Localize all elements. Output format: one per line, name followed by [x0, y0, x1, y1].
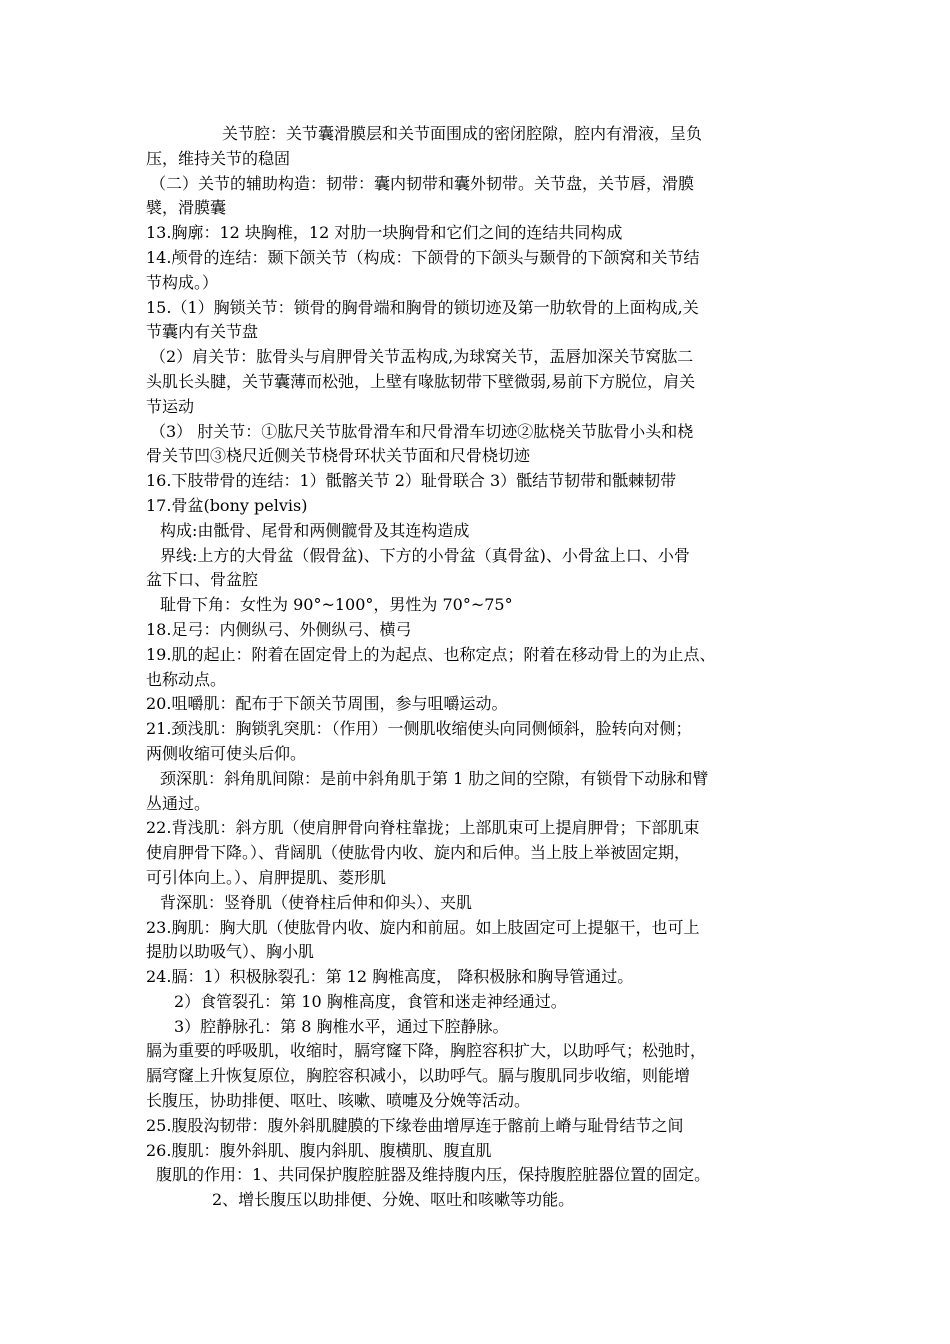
- text-line: 构成:由骶骨、尾骨和两侧髋骨及其连构造成: [160, 520, 470, 540]
- text-line: 颈深肌：斜角肌间隙：是前中斜角肌于第 1 肋之间的空隙，有锁骨下动脉和臂: [160, 768, 709, 788]
- text-line: 使肩胛骨下降。）、背阔肌（使肱骨内收、旋内和后伸。当上肢上举被固定期，: [146, 843, 691, 863]
- text-line: 节囊内有关节盘: [146, 322, 259, 342]
- text-line: 头肌长头腱，关节囊薄而松弛，上壁有喙肱韧带下壁微弱,易前下方脱位，肩关: [146, 371, 696, 391]
- text-line: 25.腹股沟韧带：腹外斜肌腱膜的下缘卷曲增厚连于髂前上嵴与耻骨结节之间: [146, 1115, 684, 1135]
- text-line: 13.胸廓：12 块胸椎，12 对肋一块胸骨和它们之间的连结共同构成: [146, 223, 623, 243]
- text-line: 24.膈：1）积极脉裂孔：第 12 胸椎高度， 降积极脉和胸导管通过。: [146, 967, 634, 987]
- text-line: （3） 肘关节：①肱尺关节肱骨滑车和尺骨滑车切迹②肱桡关节肱骨小头和桡: [150, 421, 694, 441]
- text-line: （二）关节的辅助构造：韧带：囊内韧带和囊外韧带。关节盘，关节唇，滑膜: [150, 173, 695, 193]
- text-line: 襞，滑膜囊: [146, 198, 227, 218]
- text-line: 14.颅骨的连结：颞下颌关节（构成：下颌骨的下颌头与颞骨的下颌窝和关节结: [146, 247, 700, 267]
- text-line: 骨关节凹③桡尺近侧关节桡骨环状关节面和尺骨桡切迹: [146, 446, 531, 466]
- text-line: 19.肌的起止：附着在固定骨上的为起点、也称定点；附着在移动骨上的为止点、: [146, 644, 716, 664]
- text-line: （2）肩关节：肱骨头与肩胛骨关节盂构成,为球窝关节，盂唇加深关节窝肱二: [150, 347, 694, 367]
- text-line: 也称动点。: [146, 669, 227, 689]
- text-line: 22.背浅肌：斜方肌（使肩胛骨向脊柱靠拢；上部肌束可上提肩胛骨；下部肌束: [146, 818, 700, 838]
- text-line: 20.咀嚼肌：配布于下颌关节周围，参与咀嚼运动。: [146, 694, 508, 714]
- text-line: 17.骨盆(bony pelvis): [146, 495, 308, 515]
- text-line: 耻骨下角：女性为 90°~100°，男性为 70°~75°: [160, 595, 513, 615]
- text-line: 15.（1）胸锁关节：锁骨的胸骨端和胸骨的锁切迹及第一肋软骨的上面构成,关: [146, 297, 699, 317]
- text-line: 两侧收缩可使头后仰。: [146, 743, 307, 763]
- text-line: 膈为重要的呼吸肌，收缩时，膈穹窿下降，胸腔容积扩大，以助呼气；松弛时，: [146, 1041, 707, 1061]
- text-line: 16.下肢带骨的连结：1）骶髂关节 2）耻骨联合 3）骶结节韧带和骶棘韧带: [146, 471, 677, 491]
- text-line: 节构成。）: [146, 272, 219, 292]
- text-line: 提肋以助吸气）、胸小肌: [146, 942, 315, 962]
- text-line: 18.足弓：内侧纵弓、外侧纵弓、横弓: [146, 619, 412, 639]
- text-line: 膈穹窿上升恢复原位，胸腔容积减小，以助呼气。膈与腹肌同步收缩，则能增: [146, 1066, 691, 1086]
- text-line: 盆下口、骨盆腔: [146, 570, 259, 590]
- text-line: 背深肌：竖脊肌（使脊柱后伸和仰头）、夹肌: [160, 892, 473, 912]
- text-line: 腹肌的作用：1、共同保护腹腔脏器及维持腹内压，保持腹腔脏器位置的固定。: [156, 1165, 711, 1185]
- text-line: 压，维持关节的稳固: [146, 148, 291, 168]
- text-line: 21.颈浅肌：胸锁乳突肌：（作用）一侧肌收缩使头向同侧倾斜，脸转向对侧；: [146, 719, 692, 739]
- text-line: 2）食管裂孔：第 10 胸椎高度，食管和迷走神经通过。: [174, 991, 567, 1011]
- text-line: 23.胸肌：胸大肌（使肱骨内收、旋内和前屈。如上肢固定可上提躯干，也可上: [146, 917, 700, 937]
- text-line: 3）腔静脉孔：第 8 胸椎水平，通过下腔静脉。: [174, 1016, 509, 1036]
- text-line: 关节腔：关节囊滑膜层和关节面围成的密闭腔隙，腔内有滑液，呈负: [222, 124, 703, 143]
- text-line: 界线:上方的大骨盆（假骨盆)、下方的小骨盆（真骨盆)、小骨盆上口、小骨: [160, 545, 690, 565]
- text-line: 节运动: [146, 396, 195, 416]
- text-line: 可引体向上。）、肩胛提肌、菱形肌: [146, 867, 387, 887]
- text-line: 2、增长腹压以助排便、分娩、呕吐和咳嗽等功能。: [212, 1190, 575, 1210]
- document-body: [146, 122, 814, 1213]
- text-line: 长腹压，协助排便、呕吐、咳嗽、喷嚏及分娩等活动。: [146, 1091, 531, 1111]
- text-line: 丛通过。: [146, 793, 211, 813]
- text-line: 26.腹肌：腹外斜肌、腹内斜肌、腹横肌、腹直肌: [146, 1140, 492, 1160]
